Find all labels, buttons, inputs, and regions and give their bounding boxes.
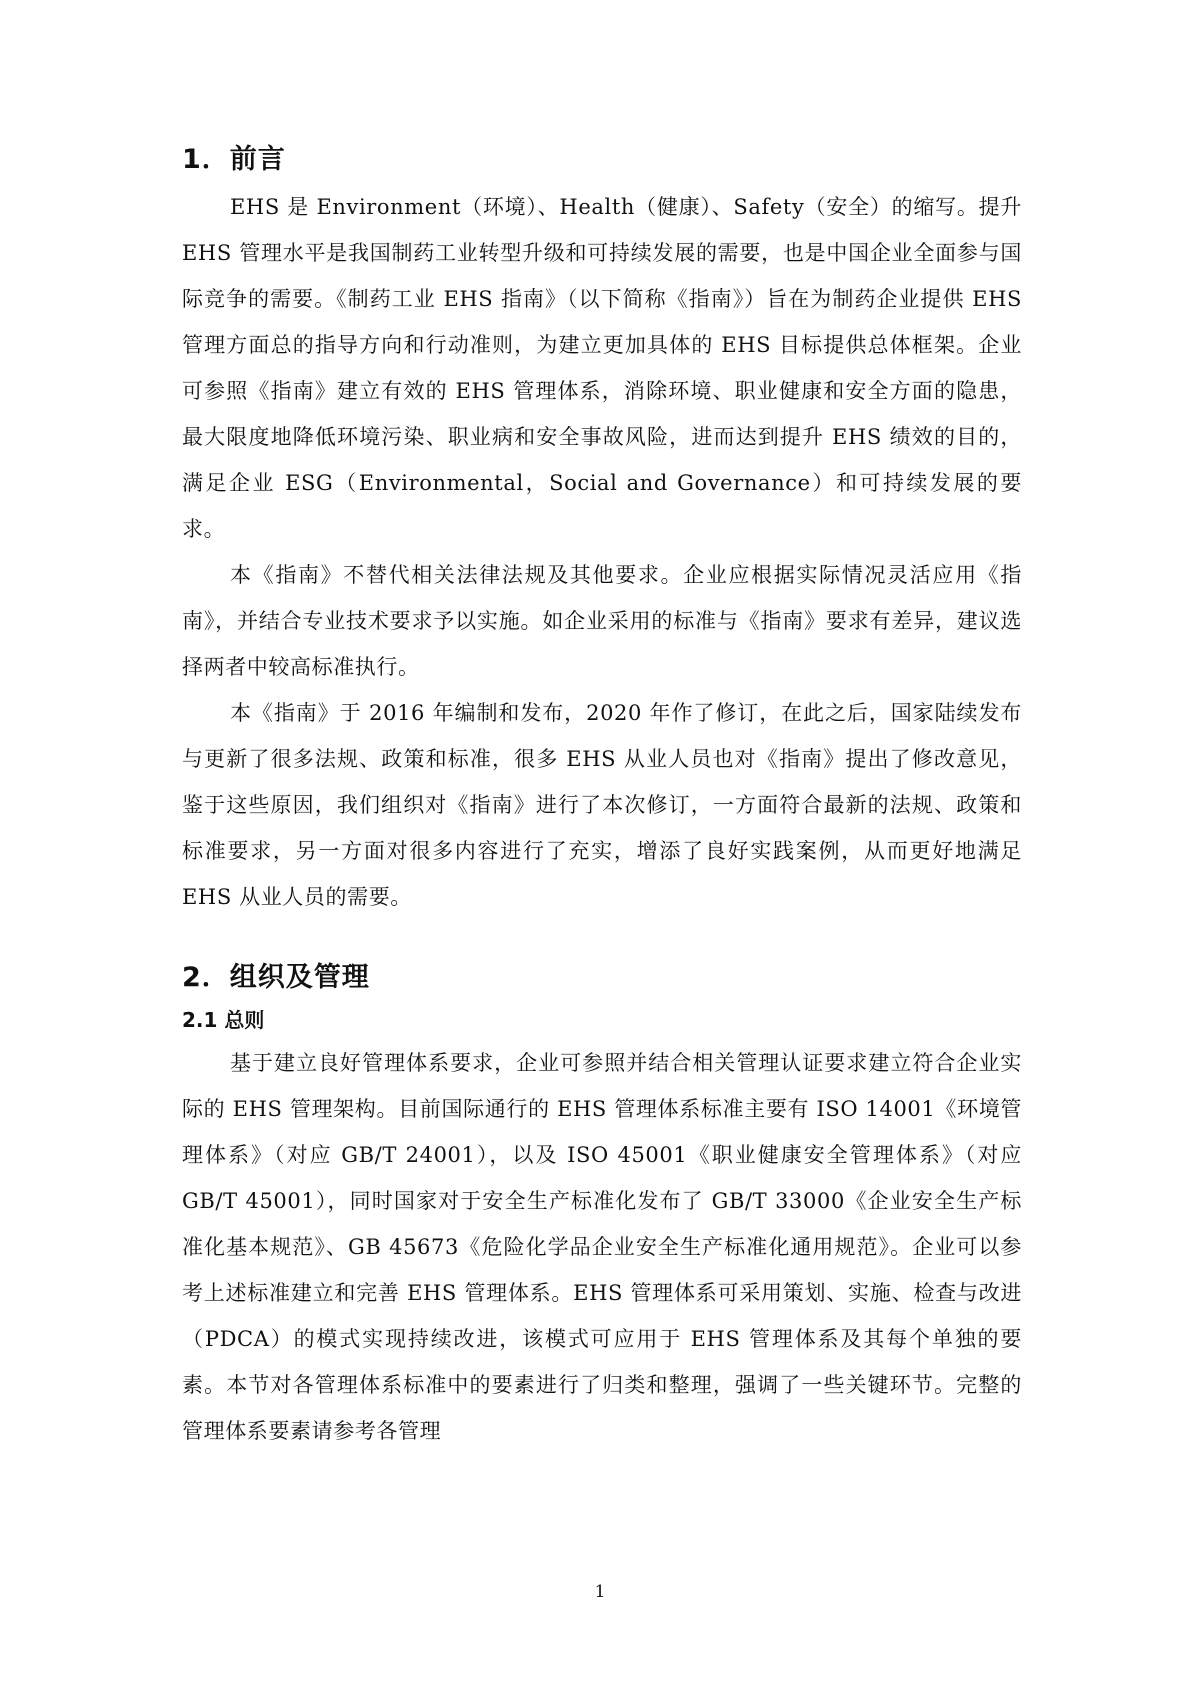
section-heading: 2．组织及管理 — [182, 962, 370, 993]
paragraph: 本《指南》于 2016 年编制和发布，2020 年作了修订，在此之后，国家陆续发布与更新了很多法规、政策和标准，很多 EHS 从业人员也对《指南》提出了修改意见，鉴于这些原因，我们组织对《指南》进行了本次修订，一方面符合最新的法规、政策和标准要求，另一方面对很多内容进行了充实，增添了良好实践案例，从而更好地满足 EHS 从业人员的需要。 — [182, 701, 1022, 909]
paragraph: 本《指南》不替代相关法律法规及其他要求。企业应根据实际情况灵活应用《指南》，并结合专业技术要求予以实施。如企业采用的标准与《指南》要求有差异，建议选择两者中较高标准执行。 — [182, 563, 1022, 679]
paragraph: 基于建立良好管理体系要求，企业可参照并结合相关管理认证要求建立符合企业实际的 EHS 管理架构。目前国际通行的 EHS 管理体系标准主要有 ISO 14001《环境管理体系》（对应 GB/T 24001），以及 ISO 45001《职业健康安全管理体系》（对应 GB/T 45001），同时国家对于安全生产标准化发布了 GB/T 33000《企业安全生产标准化基本规范》、GB 45673《危险化学品企业安全生产标准化通用规范》。企业可以参考上述标准建立和完善 EHS 管理体系。EHS 管理体系可采用策划、实施、检查与改进（PDCA）的模式实现持续改进，该模式可应用于 EHS 管理体系及其每个单独的要素。本节对各管理体系标准中的要素进行了归类和整理，强调了一些关键环节。完整的管理体系要素请参考各管理 — [182, 1051, 1022, 1443]
section-heading: 1．前言 — [182, 144, 286, 175]
page-number: 1 — [594, 1582, 606, 1602]
paragraph: EHS 是 Environment（环境）、Health（健康）、Safety（安全）的缩写。提升 EHS 管理水平是我国制药工业转型升级和可持续发展的需要，也是中国企业全面参与国际竞争的需要。《制药工业 EHS 指南》（以下简称《指南》）旨在为制药企业提供 EHS 管理方面总的指导方向和行动准则，为建立更加具体的 EHS 目标提供总体框架。企业可参照《指南》建立有效的 EHS 管理体系，消除环境、职业健康和安全方面的隐患，最大限度地降低环境污染、职业病和安全事故风险，进而达到提升 EHS 绩效的目的，满足企业 ESG（Environmental，Social and Governance）和可持续发展的要求。 — [182, 195, 1022, 541]
page-content — [182, 140, 1022, 1454]
subsection-general — [182, 1002, 1022, 1454]
section-preface — [182, 140, 1022, 920]
section-organization-management — [182, 958, 1022, 1454]
subsection-heading: 2.1 总则 — [182, 1008, 265, 1032]
